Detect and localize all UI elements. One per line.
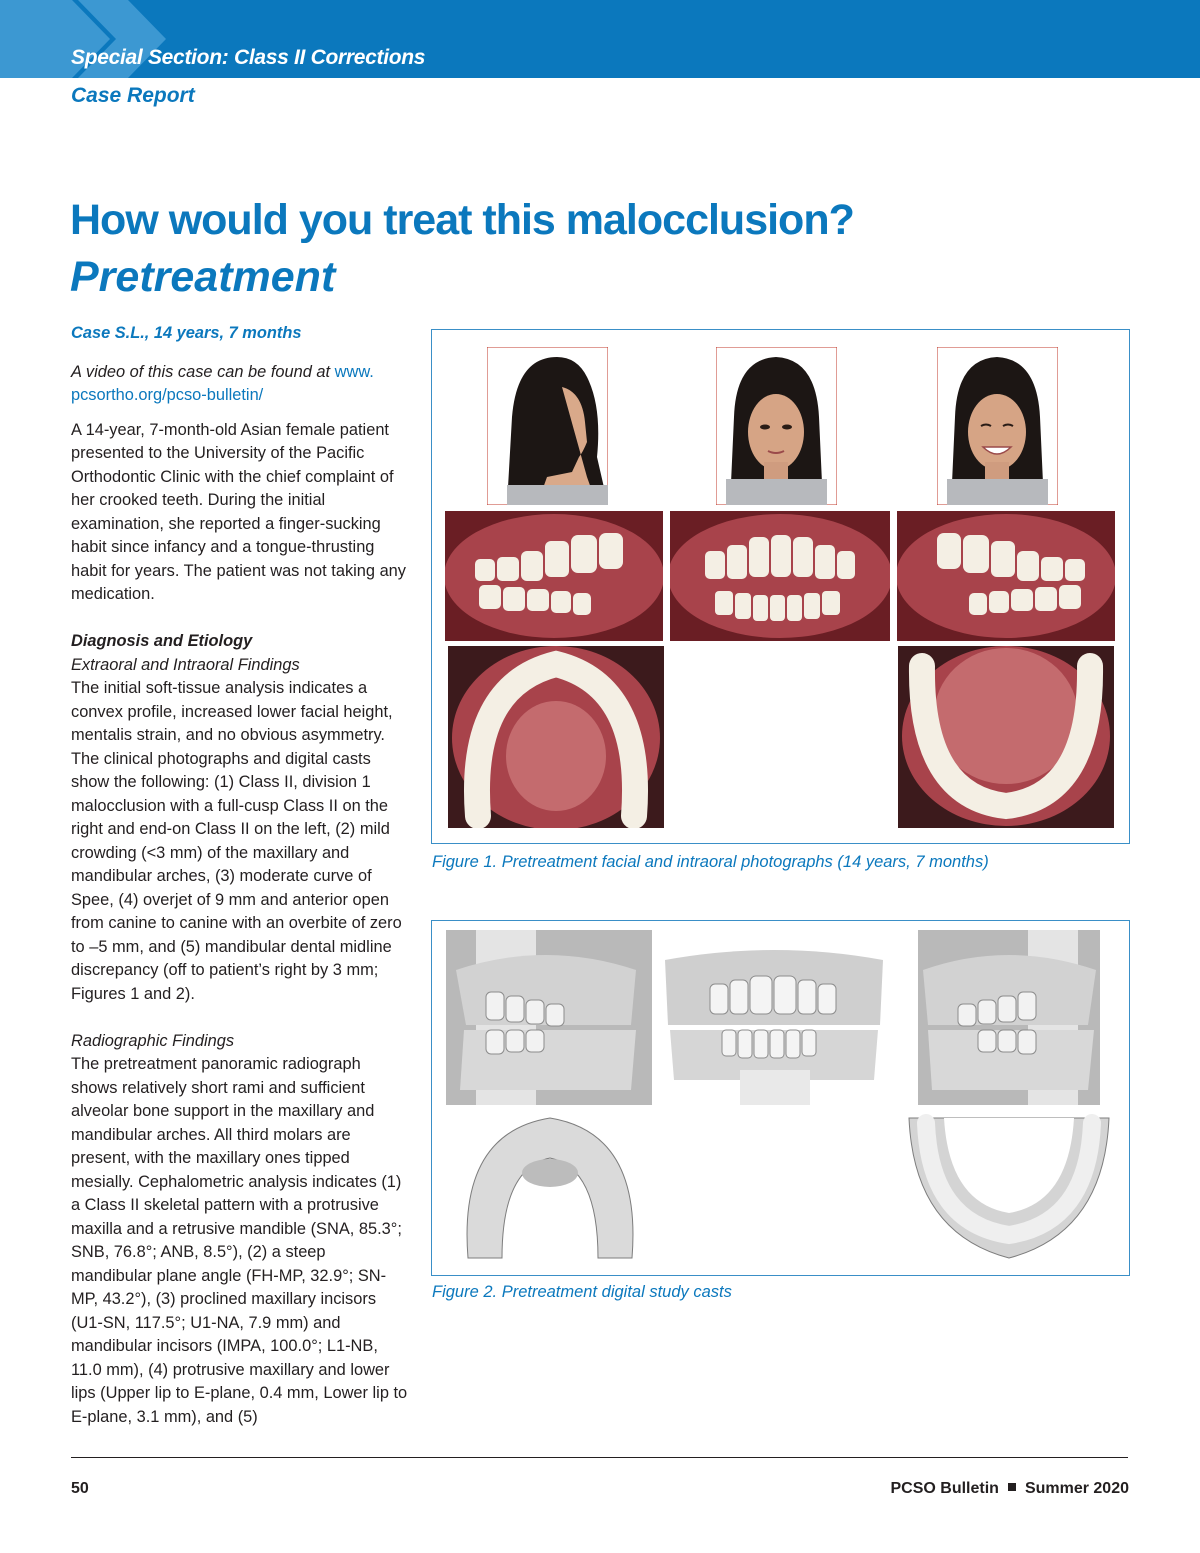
left-buccal-photo bbox=[897, 511, 1115, 641]
figure-2-caption: Figure 2. Pretreatment digital study casts bbox=[432, 1283, 732, 1301]
frontal-intraoral-photo bbox=[670, 511, 890, 641]
figure-1-caption: Figure 1. Pretreatment facial and intraoral photographs (14 years, 7 months) bbox=[432, 853, 989, 871]
figure-2-panel bbox=[431, 920, 1130, 1276]
frontal-face-photo bbox=[716, 347, 837, 505]
radiographic-heading: Radiographic Findings bbox=[71, 1031, 235, 1050]
footer-rule bbox=[71, 1457, 1128, 1458]
maxillary-occlusal-photo bbox=[448, 646, 664, 828]
figure-1-panel bbox=[431, 329, 1130, 844]
diagnosis-heading: Diagnosis and Etiology bbox=[71, 632, 253, 650]
smiling-face-photo bbox=[937, 347, 1058, 505]
journal-issue: Summer 2020 bbox=[1024, 1480, 1129, 1497]
radiographic-paragraph: The pretreatment panoramic radiograph shows relatively short rami and sufficient alveolar bone support in the maxillary and mandibular arches. All third molars are present, with the maxillary ones tipped mesially. Cephalometric analysis indicates (1) a Class II skeletal pattern with a protrusive maxilla and a retrusive mandible (SNA, 85.3°; SNB, 76.8°; ANB, 8.5°), (2) a steep mandibular plane angle (FH-MP, 32.9°; SN-MP, 43.2°), (3) proclined maxillary incisors (U1-SN, 117.5°; U1-NA, 7.9 mm) and mandibular incisors (IMPA, 100.0°; L1-NB, 11.0 mm), (4) protrusive maxillary and lower lips (Upper lip to E-plane, 0.4 mm, Lower lip to E-plane, 3.1 mm), and (5) bbox=[71, 1055, 408, 1426]
page-subtitle: Pretreatment bbox=[70, 253, 336, 301]
journal-footer bbox=[890, 1480, 1129, 1498]
right-cast-image bbox=[446, 930, 652, 1105]
page-title: How would you treat this malocclusion? bbox=[70, 196, 854, 244]
mandibular-cast-image bbox=[904, 1113, 1114, 1263]
square-bullet-icon bbox=[1008, 1483, 1016, 1491]
page-number: 50 bbox=[71, 1480, 89, 1497]
frontal-cast-image bbox=[660, 930, 888, 1105]
subsection-label: Case Report bbox=[71, 84, 195, 107]
video-link[interactable]: www. pcsortho.org/pcso-bulletin/ bbox=[71, 362, 374, 404]
intro-paragraph: A 14-year, 7-month-old Asian female patient presented to the University of the Pacific Orthodontic Clinic with the chief complaint of her crooked teeth. During the initial examination, she reported a finger-sucking habit since infancy and a tongue-thrusting habit for years. The patient was not taking any medication. bbox=[71, 420, 406, 603]
video-note bbox=[71, 361, 411, 408]
mandibular-occlusal-photo bbox=[898, 646, 1114, 828]
extraoral-heading: Extraoral and Intraoral Findings bbox=[71, 655, 300, 674]
right-buccal-photo bbox=[445, 511, 663, 641]
profile-face-photo bbox=[487, 347, 608, 505]
article-column bbox=[71, 322, 411, 1429]
extraoral-paragraph: The initial soft-tissue analysis indicates a convex profile, increased lower facial height, mentalis strain, and no obvious asymmetry. The clinical photographs and digital casts show the following: (1) Class II, division 1 malocclusion with a full-cusp Class II on the right and end-on Class II on the left, (2) mild crowding (<3 mm) of the maxillary and mandibular arches, (3) moderate curve of Spee, (4) overjet of 9 mm and anterior open from canine to canine with an overbite of zero to –5 mm, and (5) mandibular dental midline discrepancy (off to patient’s right by 3 mm; Figures 1 and 2). bbox=[71, 679, 402, 1003]
journal-name: PCSO Bulletin bbox=[890, 1480, 999, 1497]
video-note-text: A video of this case can be found at bbox=[71, 362, 335, 381]
section-label: Special Section: Class II Corrections bbox=[71, 46, 426, 69]
maxillary-cast-image bbox=[448, 1113, 652, 1263]
left-cast-image bbox=[918, 930, 1100, 1105]
case-id: Case S.L., 14 years, 7 months bbox=[71, 324, 302, 342]
